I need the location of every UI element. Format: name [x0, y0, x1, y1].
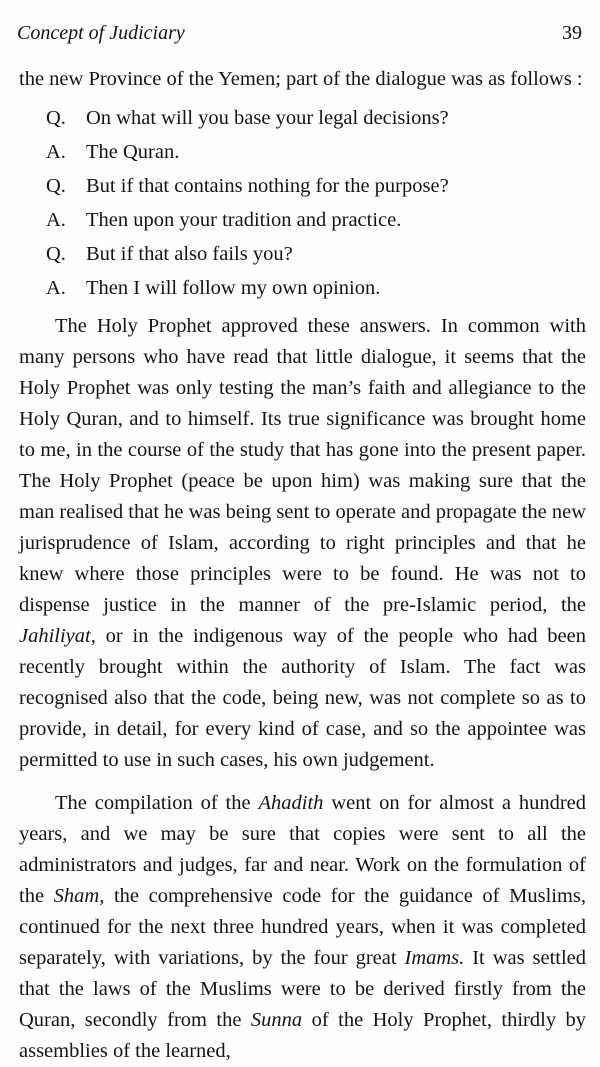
- dialogue-item: [46, 203, 586, 237]
- dialogue-text: Then upon your tradition and practice.: [86, 208, 402, 231]
- running-title: Concept of Judiciary: [17, 22, 185, 44]
- dialogue-text: On what will you base your legal decisions?: [86, 106, 449, 129]
- intro-paragraph: the new Province of the Yemen; part of the dialogue was as follows :: [19, 68, 583, 90]
- italic-term: Sunna: [250, 1009, 303, 1031]
- paragraph-text: The Holy Prophet approved these answers. In common with many persons who have read that little dialogue, it seems that the Holy Prophet was only testing the man’s faith and allegiance to the Holy Quran, and to himself. Its true significance was brought home to me, in the course of the study that has gone into the present paper. The Holy Prophet (peace be upon him) was making sure that the man realised that he was being sent to operate and propagate the new jurisprudence of Islam, according to right principles and that he knew where those principles were to be found. He was not to dispense justice in the manner of the pre-Islamic period, the: [19, 315, 586, 616]
- paragraph-text: The compilation of the: [55, 792, 251, 814]
- dialogue-speaker: A.: [46, 276, 66, 299]
- dialogue-speaker: Q.: [46, 106, 66, 129]
- body-paragraph-3: [19, 788, 586, 1067]
- paragraph-text: the comprehensive code for the guidance of Muslims, continued for the next three hundred years, when it was completed separately, with variations, by the four great: [19, 885, 587, 969]
- paragraph-text: went on for almost a hundred years, and we may be sure that copies were sent to all the administrators and judges, far and near. Work on the formulation of the: [19, 792, 587, 907]
- page-header: [17, 22, 582, 48]
- dialogue-item: [46, 135, 586, 169]
- dialogue-text: But if that also fails you?: [86, 242, 293, 265]
- dialogue-speaker: Q.: [46, 174, 66, 197]
- dialogue-text: The Quran.: [86, 140, 180, 163]
- dialogue-speaker: A.: [46, 208, 66, 231]
- italic-term: Imams.: [404, 947, 465, 969]
- dialogue-speaker: Q.: [46, 242, 66, 265]
- dialogue-text: Then I will follow my own opinion.: [86, 276, 381, 299]
- dialogue-list: [46, 101, 586, 305]
- paragraph-text: of the Holy Prophet, thirdly by assemblies of the learned,: [19, 1009, 587, 1062]
- dialogue-item: [46, 271, 586, 305]
- dialogue-text: But if that contains nothing for the purpose?: [86, 174, 449, 197]
- dialogue-speaker: A.: [46, 140, 66, 163]
- paragraph-text: or in the indigenous way of the people who had been recently brought within the authority of Islam. The fact was recognised also that the code, being new, was not complete so as to provide, in detail, for every kind of case, and so the appointee was permitted to use in such cases, his own judgement.: [19, 625, 586, 771]
- italic-term: Jahiliyat,: [19, 625, 96, 647]
- dialogue-item: [46, 101, 586, 135]
- paragraph-text: It was settled that the laws of the Muslims were to be derived firstly from the Quran, secondly from the: [19, 947, 587, 1031]
- dialogue-item: [46, 237, 586, 271]
- body-paragraph-2: [19, 311, 586, 776]
- dialogue-item: [46, 169, 586, 203]
- italic-term: Ahadith: [258, 792, 324, 814]
- italic-term: Sham,: [53, 885, 105, 907]
- page-number: 39: [562, 22, 582, 44]
- page-body: [19, 64, 586, 1067]
